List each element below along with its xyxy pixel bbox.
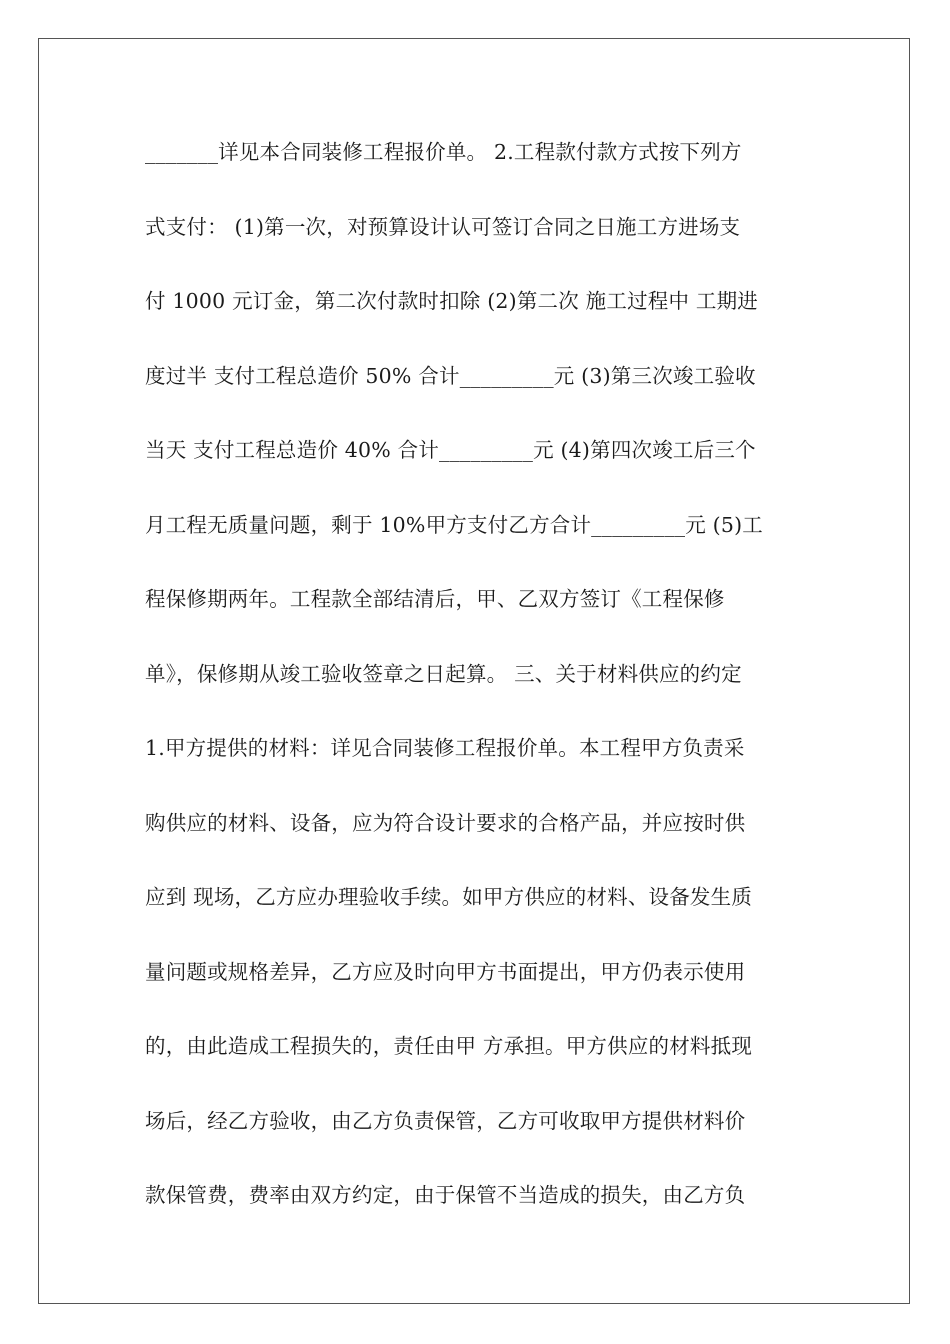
text-line: 付 1000 元订金，第二次付款时扣除 (2)第二次 施工过程中 工期进 xyxy=(145,289,758,313)
text-line: 程保修期两年。工程款全部结清后，甲、乙双方签订《工程保修 xyxy=(145,587,725,611)
text-line: 1.甲方提供的材料：详见合同装修工程报价单。本工程甲方负责采 xyxy=(145,736,745,760)
document-body xyxy=(145,128,810,1246)
text-line: 量问题或规格差异，乙方应及时向甲方书面提出，甲方仍表示使用 xyxy=(145,959,746,984)
text-line: 月工程无质量问题，剩于 10%甲方支付乙方合计_________元 (5)工 xyxy=(145,512,763,537)
text-line: 应到 现场，乙方应办理验收手续。如甲方供应的材料、设备发生质 xyxy=(145,885,753,909)
text-line: 款保管费，费率由双方约定，由于保管不当造成的损失，由乙方负 xyxy=(145,1183,746,1207)
text-line: 的，由此造成工程损失的，责任由甲 方承担。甲方供应的材料抵现 xyxy=(145,1034,753,1058)
text-line: 度过半 支付工程总造价 50% 合计_________元 (3)第三次竣工验收 xyxy=(145,363,756,388)
text-line: 当天 支付工程总造价 40% 合计_________元 (4)第四次竣工后三个 xyxy=(145,438,756,462)
text-line: 式支付： (1)第一次，对预算设计认可签订合同之日施工方进场支 xyxy=(145,214,741,239)
text-line: 单》，保修期从竣工验收签章之日起算。 三、关于材料供应的约定 xyxy=(145,661,742,686)
text-line: 场后，经乙方验收，由乙方负责保管，乙方可收取甲方提供材料价 xyxy=(145,1108,746,1133)
text-line: 购供应的材料、设备，应为符合设计要求的合格产品，并应按时供 xyxy=(145,810,746,835)
text-line: _______详见本合同装修工程报价单。 2.工程款付款方式按下列方 xyxy=(145,140,742,164)
